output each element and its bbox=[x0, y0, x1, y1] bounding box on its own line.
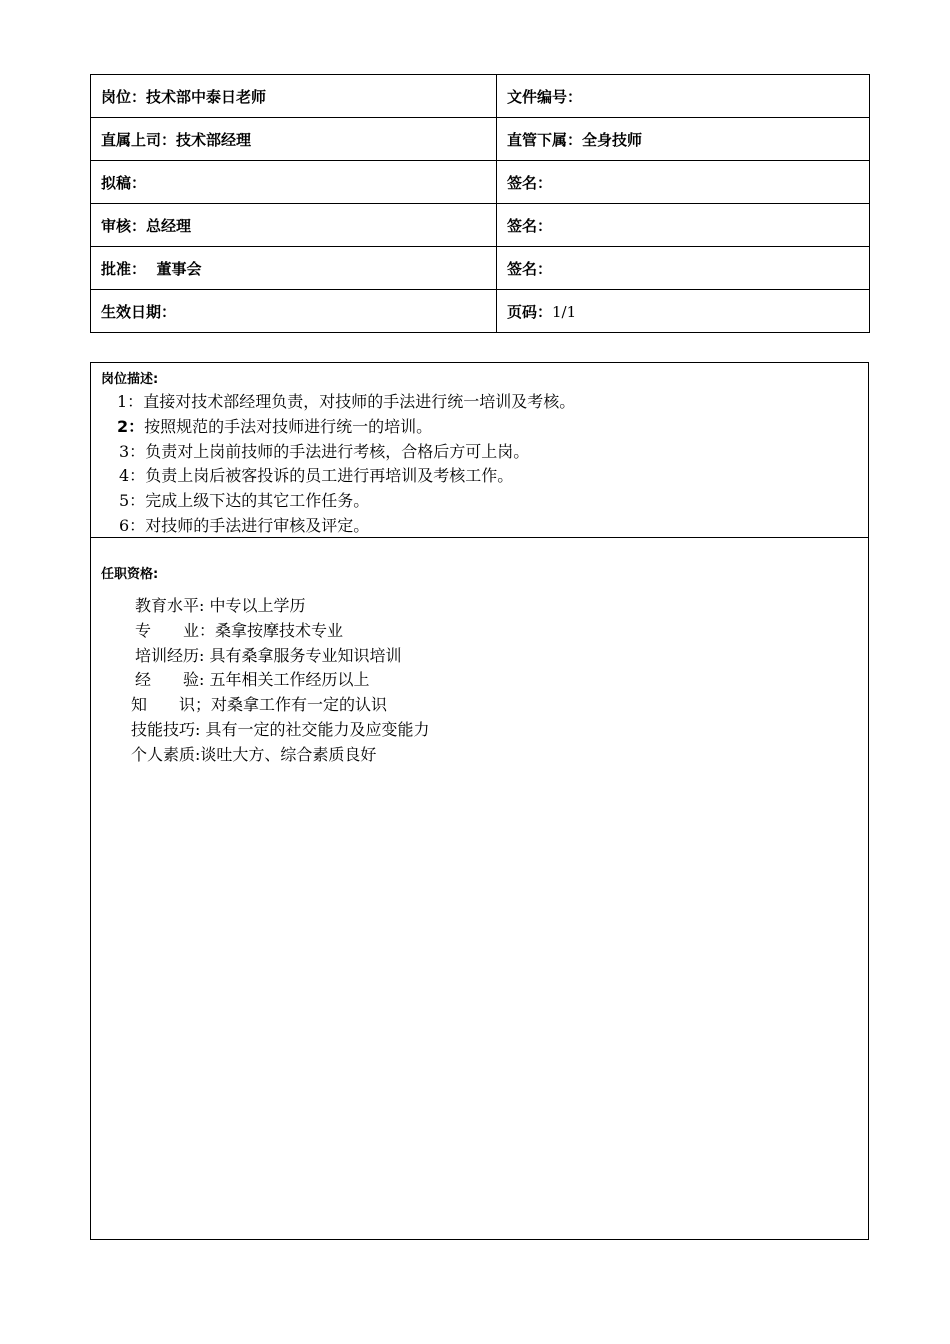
qualification-item bbox=[135, 646, 402, 666]
qualification-item bbox=[131, 720, 430, 740]
qualification-item bbox=[135, 596, 306, 616]
approval-signature-label: 签名： bbox=[507, 259, 553, 278]
file-number-cell bbox=[497, 75, 870, 118]
position-value: 技术部中泰日老师 bbox=[146, 87, 267, 106]
qualification-label: 专 业： bbox=[135, 621, 216, 640]
supervisor-label: 直属上司： bbox=[101, 130, 177, 149]
duties-section bbox=[91, 363, 868, 538]
document-header-table bbox=[90, 74, 870, 333]
qualification-label: 教育水平: bbox=[135, 596, 205, 615]
job-content-box bbox=[90, 362, 869, 1240]
draft-label: 拟稿： bbox=[101, 173, 147, 192]
duty-number: 3： bbox=[119, 442, 146, 461]
qualification-label: 经 验: bbox=[135, 670, 205, 689]
approval-signature-cell bbox=[497, 247, 870, 290]
duty-item bbox=[117, 392, 575, 412]
duty-text: 负责对上岗前技师的手法进行考核，合格后方可上岗。 bbox=[145, 442, 530, 461]
qualification-label: 培训经历: bbox=[135, 646, 205, 665]
header-row-draft bbox=[91, 161, 870, 204]
duty-number: 4： bbox=[119, 466, 146, 485]
duty-item bbox=[119, 466, 513, 486]
draft-cell bbox=[91, 161, 497, 204]
effective-date-cell bbox=[91, 290, 497, 333]
duties-title: 岗位描述: bbox=[101, 372, 159, 387]
header-row-supervisor bbox=[91, 118, 870, 161]
review-signature-label: 签名： bbox=[507, 216, 553, 235]
duty-item bbox=[119, 442, 529, 462]
review-cell bbox=[91, 204, 497, 247]
qualification-value: 桑拿按摩技术专业 bbox=[215, 621, 344, 640]
approval-cell bbox=[91, 247, 497, 290]
qualification-label: 个人素质: bbox=[131, 745, 201, 764]
approval-value: 董事会 bbox=[156, 259, 202, 278]
review-value: 总经理 bbox=[146, 216, 192, 235]
duty-number: 2： bbox=[117, 417, 145, 436]
subordinate-label: 直管下属： bbox=[507, 130, 583, 149]
supervisor-value: 技术部经理 bbox=[176, 130, 252, 149]
header-row-review bbox=[91, 204, 870, 247]
duty-item bbox=[119, 491, 369, 511]
qualification-label: 知 识； bbox=[131, 695, 212, 714]
duty-item bbox=[119, 516, 369, 536]
qualification-item bbox=[131, 695, 387, 715]
duty-item bbox=[117, 417, 432, 437]
subordinate-cell bbox=[497, 118, 870, 161]
qualifications-title: 任职资格: bbox=[101, 567, 159, 582]
approval-label: 批准： bbox=[101, 259, 147, 278]
draft-signature-cell bbox=[497, 161, 870, 204]
effective-date-label: 生效日期： bbox=[101, 302, 177, 321]
page-number-value: 1/1 bbox=[552, 302, 577, 321]
duty-number: 6： bbox=[119, 516, 146, 535]
page-number-label: 页码： bbox=[507, 302, 553, 321]
header-row-approval bbox=[91, 247, 870, 290]
qualification-label: 技能技巧: bbox=[131, 720, 201, 739]
qualification-item bbox=[135, 621, 343, 641]
duty-text: 对技师的手法进行审核及评定。 bbox=[145, 516, 370, 535]
qualification-value: 中专以上学历 bbox=[209, 596, 306, 615]
review-signature-cell bbox=[497, 204, 870, 247]
duty-text: 负责上岗后被客投诉的员工进行再培训及考核工作。 bbox=[145, 466, 514, 485]
position-cell bbox=[91, 75, 497, 118]
qualification-value: 五年相关工作经历以上 bbox=[209, 670, 370, 689]
review-label: 审核： bbox=[101, 216, 147, 235]
duty-number: 1： bbox=[117, 392, 144, 411]
duty-text: 完成上级下达的其它工作任务。 bbox=[145, 491, 370, 510]
qualification-value: 具有桑拿服务专业知识培训 bbox=[209, 646, 402, 665]
draft-signature-label: 签名： bbox=[507, 173, 553, 192]
supervisor-cell bbox=[91, 118, 497, 161]
qualification-value: 谈吐大方、综合素质良好 bbox=[200, 745, 377, 764]
file-number-label: 文件编号： bbox=[507, 87, 583, 106]
qualification-value: 对桑拿工作有一定的认识 bbox=[211, 695, 388, 714]
position-label: 岗位： bbox=[101, 87, 147, 106]
qualification-item bbox=[131, 745, 376, 765]
subordinate-value: 全身技师 bbox=[582, 130, 643, 149]
header-row-position bbox=[91, 75, 870, 118]
duty-text: 按照规范的手法对技师进行统一的培训。 bbox=[144, 417, 433, 436]
page-number-cell bbox=[497, 290, 870, 333]
header-row-effective bbox=[91, 290, 870, 333]
qualification-item bbox=[135, 670, 370, 690]
duty-text: 直接对技术部经理负责，对技师的手法进行统一培训及考核。 bbox=[143, 392, 576, 411]
qualification-value: 具有一定的社交能力及应变能力 bbox=[205, 720, 430, 739]
duty-number: 5： bbox=[119, 491, 146, 510]
